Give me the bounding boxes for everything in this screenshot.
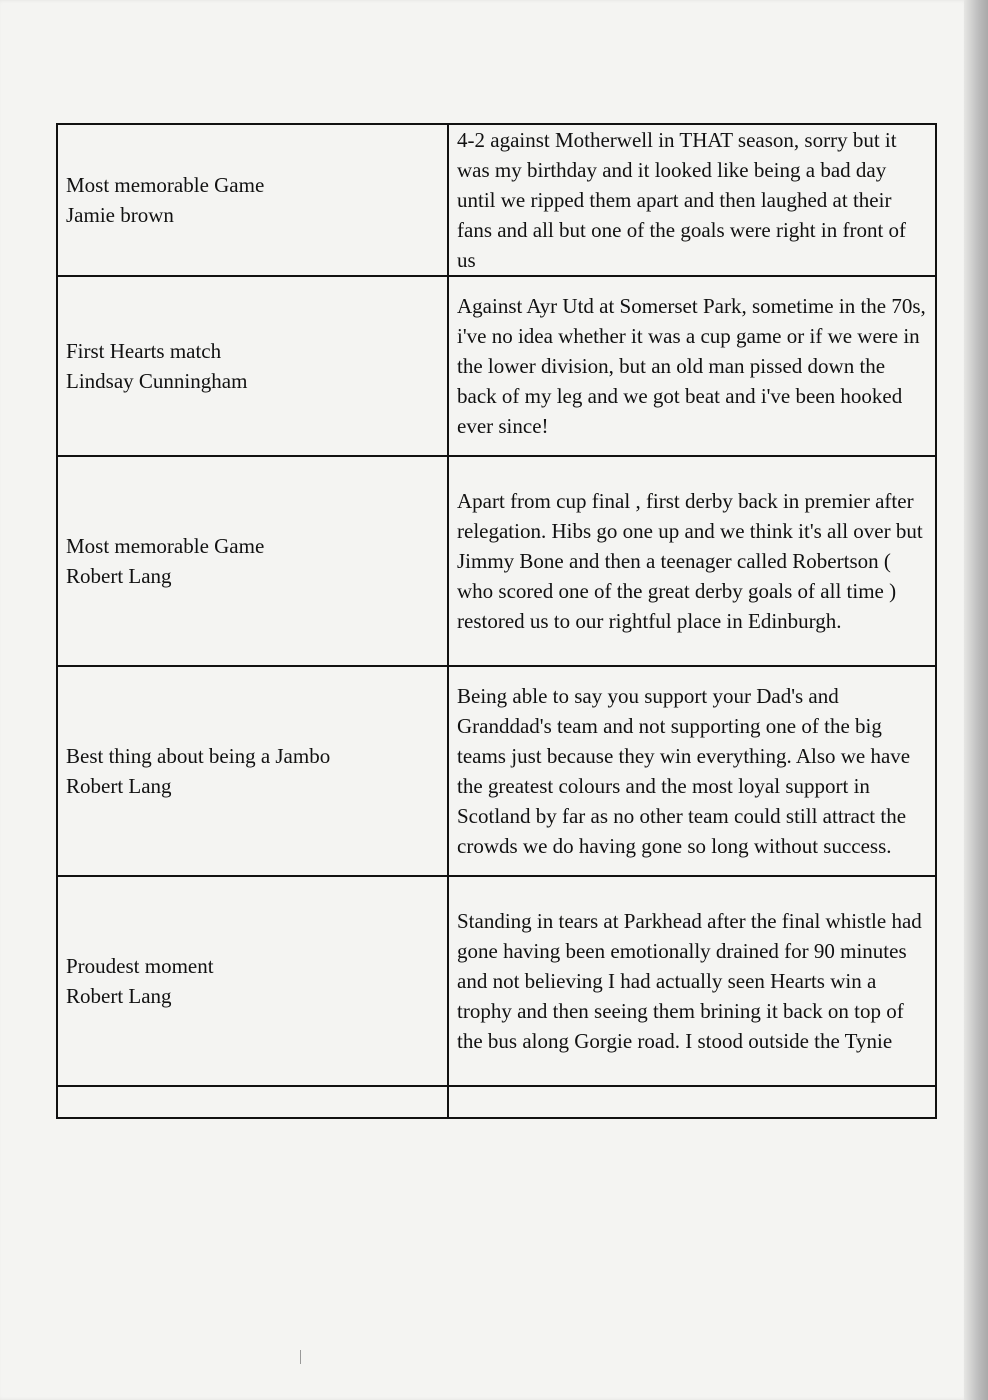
question-label: Most memorable Game xyxy=(66,173,265,197)
table-row xyxy=(57,276,936,456)
question-label: First Hearts match xyxy=(66,339,222,363)
quotes-table xyxy=(56,123,937,1119)
page-mark xyxy=(300,1350,305,1364)
table-row xyxy=(57,124,936,276)
label-cell xyxy=(57,666,448,876)
page-edge xyxy=(964,0,988,1400)
answer-text: Standing in tears at Parkhead after the final whistle had gone having been emotionally drained for 90 minutes and not believing I had actually seen Hearts win a trophy and then seeing them brining it back on top of the bus along Gorgie road. I stood outside the Tynie xyxy=(448,876,936,1086)
label-cell xyxy=(57,876,448,1086)
person-name: Lindsay Cunningham xyxy=(66,369,248,393)
answer-text: Apart from cup final , first derby back in premier after relegation. Hibs go one up and we think it's all over but Jimmy Bone and then a teenager called Robertson ( who scored one of the great derby goals of all time ) restored us to our rightful place in Edinburgh. xyxy=(448,456,936,666)
question-label: Best thing about being a Jambo xyxy=(66,744,331,768)
question-label: Proudest moment xyxy=(66,954,214,978)
empty-cell xyxy=(57,1086,448,1118)
question-label: Most memorable Game xyxy=(66,534,265,558)
person-name: Robert Lang xyxy=(66,774,172,798)
answer-text: 4-2 against Motherwell in THAT season, sorry but it was my birthday and it looked like being a bad day until we ripped them apart and then laughed at their fans and all but one of the goals were right in front of us xyxy=(448,124,936,276)
empty-row xyxy=(57,1086,936,1118)
answer-text: Being able to say you support your Dad's and Granddad's team and not supporting one of the big teams just because they win everything. Also we have the greatest colours and the most loyal support in Scotland by far as no other team could still attract the crowds we do having gone so long without success. xyxy=(448,666,936,876)
person-name: Robert Lang xyxy=(66,984,172,1008)
person-name: Robert Lang xyxy=(66,564,172,588)
label-cell xyxy=(57,276,448,456)
person-name: Jamie brown xyxy=(66,203,174,227)
table-row xyxy=(57,666,936,876)
answer-text: Against Ayr Utd at Somerset Park, sometime in the 70s, i've no idea whether it was a cup game or if we were in the lower division, but an old man pissed down the back of my leg and we got beat and i've been hooked ever since! xyxy=(448,276,936,456)
empty-cell xyxy=(448,1086,936,1118)
table-row xyxy=(57,456,936,666)
label-cell xyxy=(57,456,448,666)
label-cell xyxy=(57,124,448,276)
table-row xyxy=(57,876,936,1086)
